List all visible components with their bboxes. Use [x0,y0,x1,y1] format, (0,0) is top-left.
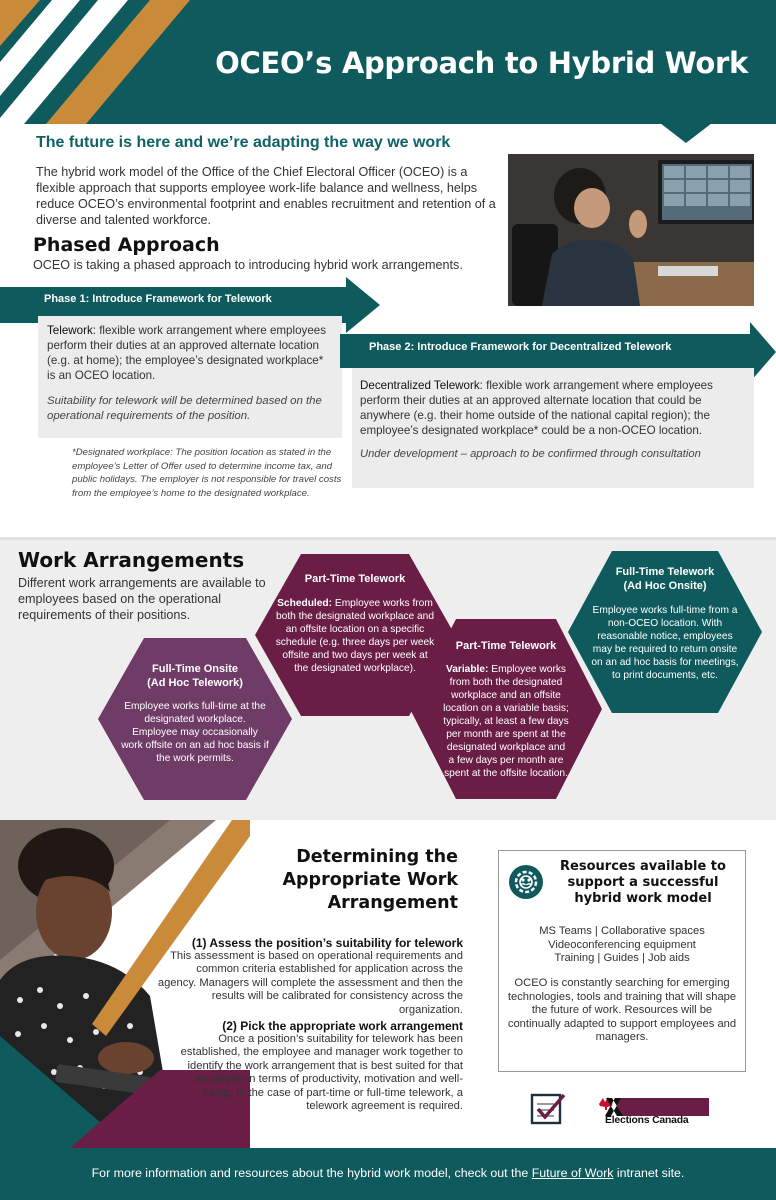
phase-1-box [38,316,342,438]
resources-box [498,850,746,1072]
videoconference-photo [508,154,754,306]
full-time-onsite-subtitle: (Ad Hoc Telework) [147,677,243,689]
footer-text-after: intranet site. [613,1166,685,1180]
decentralized-telework-definition [360,378,750,438]
full-time-telework-subtitle: (Ad Hoc Onsite) [623,580,707,592]
elections-canada-name: Elections Canada [605,1115,689,1126]
elections-canada-logo [597,1094,711,1128]
resources-title: Resources available to support a successful hybrid work model [560,859,726,906]
variable-body-text: Employee works from both the designated workplace and an offsite location on a variable basis; typically, at least a few days per month are spent at the designated workplace and a few days per month are spent at the offsite location. [443,664,569,779]
part-time-variable-title: Part-Time Telework [455,640,557,652]
hex-full-time-telework-text [582,565,748,682]
scheduled-lead: Scheduled: [277,598,333,609]
phased-approach-title: Phased Approach [33,234,220,256]
resources-tools-line-3: Training | Guides | Job aids [554,952,690,964]
step-1-text: This assessment is based on operational requirements and common criteria established for application across the agency. Managers will complete the assessment and then the results will be calibrated for consistency across the organization. [157,950,463,1016]
resources-note: OCEO is constantly searching for emerging technologies, tools and training that will shape the future of work. Resources will be continually adapted to support employees and managers. [507,977,737,1043]
variable-lead: Variable: [445,664,489,675]
part-time-variable-body [443,663,569,780]
intro-text: The hybrid work model of the Office of the Chief Electoral Officer (OCEO) is a flexible approach that supports employee work-life balance and wellness, helps reduce OCEO’s environmental footprint and enables recruitment and retention of a diverse and talented workforce. [36,165,496,227]
full-time-telework-body: Employee works full-time from a non-OCEO location. With reasonable notice, employees may be required to return onsite on an ad hoc basis for meetings, to print documents, etc. [591,605,739,681]
band-divider [0,537,776,540]
footer [0,1148,776,1200]
determining-title-line-3: Arrangement [327,893,458,913]
footnote-term: *Designated workplace [72,447,171,458]
work-arrangements-title: Work Arrangements [18,548,245,572]
checkbox-document-icon [530,1093,568,1127]
full-time-onsite-body: Employee works full-time at the designated workplace. Employee may occasionally work offsite on an ad hoc basis if the work permits. [121,701,269,764]
determining-title-line-1: Determining the [296,847,458,867]
scheduled-body-text: Employee works from both the designated workplace and an offsite location on a specific schedule (e.g. three days per week offsite and two days per week at the designated workplace). [275,598,435,674]
telework-definition-text: : flexible work arrangement where employees perform their duties at an approved alternate location (e.g. at home); the employee’s designated workplace* is an OCEO location. [47,324,327,382]
determining-title [250,846,458,915]
step-2-title: (2) Pick the appropriate work arrangement [222,1019,463,1033]
step-1-title: (1) Assess the position’s suitability for telework [191,936,463,950]
page-title: OCEO’s Approach to Hybrid Work [215,46,748,80]
future-of-work-link[interactable]: Future of Work [531,1166,614,1180]
intro-subtitle: The future is here and we’re adapting the way we work [36,134,451,151]
designated-workplace-footnote [72,446,354,500]
phase-2-box [352,368,754,488]
phase-2-label: Phase 2: Introduce Framework for Decentralized Telework [369,341,672,353]
decentralized-telework-term: Decentralized Telework [360,379,480,392]
telework-definition [47,323,329,383]
part-time-scheduled-title: Part-Time Telework [304,573,406,585]
telework-term: Telework [47,324,93,337]
decentralized-telework-note: Under development – approach to be confirmed through consultation [360,448,701,460]
work-arrangements-intro: Different work arrangements are available to employees based on the operational requirements of their positions. [18,576,266,622]
phased-approach-intro: OCEO is taking a phased approach to introducing hybrid work arrangements. [33,258,463,272]
determining-title-line-2: Appropriate Work [282,870,458,890]
resources-tools [507,925,737,966]
resources-tools-line-2: Videoconferencing equipment [548,938,696,951]
resources-tools-line-1: MS Teams | Collaborative spaces [539,925,705,937]
hex-part-time-variable-text [424,639,588,780]
header-banner [0,0,776,124]
footer-text-before: For more information and resources about the hybrid work model, check out the [91,1166,532,1180]
full-time-onsite-title: Full-Time Onsite [152,663,238,675]
footnote-text: : The position location as stated in the employee’s Letter of Offer used to determine income tax, and public holidays. The employer is not responsible for travel costs from the employee’s home to the designated workplace. [72,447,342,499]
gear-people-icon [509,865,543,899]
decentralized-telework-definition-text: : flexible work arrangement where employees perform their duties at an approved alternate location that could be anywhere (e.g. their home outside of the national capital region); the employee’s designated workplace* could be a non-OCEO location. [360,379,713,437]
footer-text [0,1166,776,1180]
phase-1-label: Phase 1: Introduce Framework for Telework [44,293,272,305]
step-2-text: Once a position’s suitability for telework has been established, the employee and manager work together to identify the work arrangement that is best suited for that employee in terms of productivity, motivation and well-being. In the case of part-time or full-time telework, a telework agreement is required. [180,1033,463,1113]
header-notch [660,123,712,143]
telework-note: Suitability for telework will be determined based on the operational requirements of the position. [47,395,322,422]
full-time-telework-title: Full-Time Telework [615,566,715,578]
